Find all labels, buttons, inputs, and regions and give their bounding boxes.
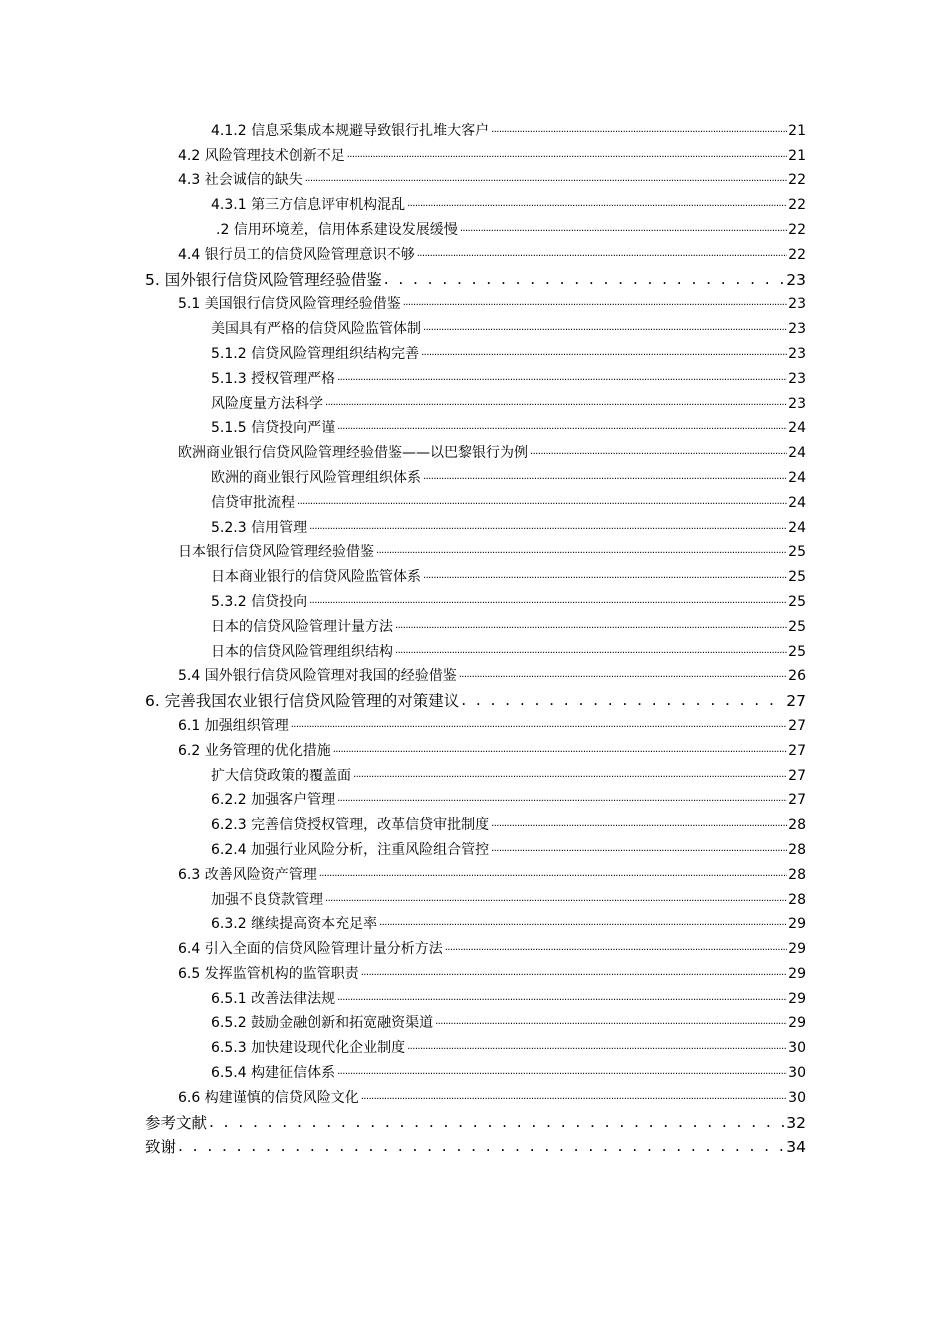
toc-dot-leader [459,667,787,685]
toc-page-number: 30 [788,1089,806,1106]
toc-entry-title: 6.5.4 构建征信体系 [211,1065,336,1082]
toc-entry-title: 6. 完善我国农业银行信贷风险管理的对策建议 [145,692,460,711]
toc-page-number: 25 [788,569,806,586]
toc-page-number: 29 [788,941,806,958]
toc-page-number: 23 [788,296,806,313]
toc-dot-leader [491,122,787,140]
toc-dot-leader [309,519,787,537]
toc-entry[interactable] [0,165,806,190]
toc-page-number: 25 [788,544,806,561]
toc-entry[interactable] [0,214,806,239]
toc-dot-leader [461,692,785,710]
toc-dot-leader [337,370,787,388]
toc-entry-title: 欧洲商业银行信贷风险管理经验借鉴——以巴黎银行为例 [178,445,528,462]
toc-entry[interactable] [0,338,806,363]
toc-entry[interactable] [0,512,806,537]
toc-entry[interactable] [0,1008,806,1033]
toc-entry[interactable] [0,859,806,884]
toc-entry[interactable] [0,1132,806,1157]
toc-entry-title: 6.2.3 完善信贷授权管理，改革信贷审批制度 [211,817,490,834]
toc-entry[interactable] [0,785,806,810]
toc-entry[interactable] [0,735,806,760]
toc-dot-leader [361,965,787,983]
toc-page-number: 28 [788,891,806,908]
toc-entry-title: 4.3.1 第三方信息评审机构混乱 [211,197,406,214]
toc-page-number: 23 [786,270,806,289]
toc-dot-leader [423,568,787,586]
toc-dot-leader [491,841,787,859]
toc-page-number: 30 [788,1065,806,1082]
toc-entry[interactable] [0,537,806,562]
toc-dot-leader [407,1039,787,1057]
toc-entry-title: 参考文献 [145,1113,208,1132]
toc-entry-title: 日本银行信贷风险管理经验借鉴 [178,544,374,561]
toc-entry-title: 5.1.3 授权管理严格 [211,370,336,387]
toc-dot-leader [319,866,787,884]
toc-entry-title: 扩大信贷政策的覆盖面 [211,767,351,784]
toc-entry-title: 4.1.2 信息采集成本规避导致银行扎堆大客户 [211,122,490,139]
toc-entry-title: 致谢 [145,1138,177,1157]
toc-dot-leader [407,196,787,214]
toc-entry[interactable] [0,760,806,785]
toc-entry-title: 4.3 社会诚信的缺失 [178,172,303,189]
toc-entry-title: 5.2.3 信用管理 [211,519,308,536]
toc-entry[interactable] [0,437,806,462]
toc-dot-leader [347,147,787,165]
toc-page-number: 24 [788,469,806,486]
toc-entry-title: 6.5.3 加快建设现代化企业制度 [211,1040,406,1057]
toc-dot-leader [417,246,787,264]
toc-entry-title: 6.6 构建谨慎的信贷风险文化 [178,1089,359,1106]
toc-dot-leader [337,791,787,809]
toc-page-number: 26 [788,668,806,685]
toc-dot-leader [209,1114,785,1132]
toc-entry-title: 4.2 风险管理技术创新不足 [178,147,345,164]
toc-entry[interactable] [0,884,806,909]
toc-page-number: 25 [788,593,806,610]
toc-dot-leader [435,1014,787,1032]
toc-dot-leader [403,295,787,313]
toc-page-number: 27 [786,692,806,711]
toc-page-number: 22 [788,221,806,238]
toc-dot-leader [178,1138,785,1156]
toc-entry-title: 美国具有严格的信贷风险监管体制 [211,321,421,338]
toc-entry[interactable] [0,189,806,214]
toc-entry-title: 6.5.2 鼓励金融创新和拓宽融资渠道 [211,1015,434,1032]
toc-dot-leader [361,1089,787,1107]
toc-entry-title: 4.4 银行员工的信贷风险管理意识不够 [178,246,415,263]
toc-entry-title: 日本商业银行的信贷风险监管体系 [211,569,421,586]
toc-page-number: 23 [788,395,806,412]
toc-page-number: 29 [788,965,806,982]
toc-entry-title: .2 信用环境差，信用体系建设发展缓慢 [216,221,458,238]
toc-entry[interactable] [0,363,806,388]
toc-dot-leader [325,395,787,413]
toc-page-number: 27 [788,792,806,809]
toc-entry-title: 5.3.2 信贷投向 [211,593,308,610]
toc-page-number: 29 [788,1015,806,1032]
toc-dot-leader [337,990,787,1008]
toc-entry[interactable] [0,809,806,834]
toc-entry[interactable] [0,661,806,686]
toc-entry[interactable] [0,487,806,512]
toc-dot-leader [376,543,787,561]
toc-page-number: 30 [788,1040,806,1057]
toc-entry[interactable] [0,289,806,314]
toc-entry[interactable] [0,239,806,264]
toc-entry-title: 6.2 业务管理的优化措施 [178,742,331,759]
toc-entry[interactable] [0,958,806,983]
toc-dot-leader [491,816,787,834]
toc-page-number: 29 [788,990,806,1007]
toc-entry-title: 6.1 加强组织管理 [178,717,289,734]
toc-entry[interactable] [0,1082,806,1107]
toc-entry[interactable] [0,611,806,636]
toc-dot-leader [423,320,787,338]
toc-page-number: 29 [788,916,806,933]
toc-page-number: 32 [786,1113,806,1132]
toc-dot-leader [530,444,787,462]
toc-entry-title: 6.5 发挥监管机构的监管职责 [178,965,359,982]
toc-dot-leader [309,593,787,611]
toc-entry[interactable] [0,685,806,710]
toc-page-number: 23 [788,345,806,362]
toc-entry[interactable] [0,1107,806,1132]
toc-entry[interactable] [0,413,806,438]
toc-dot-leader [325,891,787,909]
toc-page-number: 24 [788,420,806,437]
toc-entry[interactable] [0,933,806,958]
toc-dot-leader [445,940,787,958]
toc-entry[interactable] [0,462,806,487]
table-of-contents [0,115,950,1156]
toc-page-number: 27 [788,742,806,759]
toc-page-number: 27 [788,767,806,784]
toc-dot-leader [421,345,787,363]
toc-dot-leader [460,221,787,239]
toc-entry-title: 5.1 美国银行信贷风险管理经验借鉴 [178,296,401,313]
toc-entry-title: 5.1.5 信贷投向严谨 [211,420,336,437]
toc-page-number: 22 [788,172,806,189]
toc-dot-leader [395,643,787,661]
toc-dot-leader [395,618,787,636]
toc-entry[interactable] [0,710,806,735]
toc-page-number: 24 [788,445,806,462]
toc-entry[interactable] [0,586,806,611]
toc-page-number: 22 [788,246,806,263]
toc-entry[interactable] [0,1057,806,1082]
toc-dot-leader [291,717,787,735]
toc-page-number: 21 [788,122,806,139]
toc-page-number: 23 [788,370,806,387]
toc-page-number: 28 [788,866,806,883]
toc-entry-title: 6.5.1 改善法律法规 [211,990,336,1007]
toc-entry-title: 日本的信贷风险管理计量方法 [211,618,393,635]
toc-entry-title: 日本的信贷风险管理组织结构 [211,643,393,660]
toc-entry-title: 加强不良贷款管理 [211,891,323,908]
toc-page-number: 28 [788,841,806,858]
toc-entry-title: 风险度量方法科学 [211,395,323,412]
toc-entry[interactable] [0,983,806,1008]
toc-entry-title: 6.2.4 加强行业风险分析，注重风险组合管控 [211,841,490,858]
toc-entry-title: 6.3 改善风险资产管理 [178,866,317,883]
toc-page-number: 34 [786,1138,806,1157]
toc-page-number: 27 [788,717,806,734]
toc-page-number: 25 [788,643,806,660]
toc-entry[interactable] [0,909,806,934]
toc-entry[interactable] [0,834,806,859]
toc-page-number: 23 [788,321,806,338]
toc-page-number: 24 [788,494,806,511]
toc-entry-title: 6.2.2 加强客户管理 [211,792,336,809]
toc-entry[interactable] [0,264,806,289]
toc-dot-leader [333,742,787,760]
toc-entry-title: 欧洲的商业银行风险管理组织体系 [211,469,421,486]
toc-dot-leader [384,271,786,289]
toc-entry[interactable] [0,115,806,140]
toc-page-number: 28 [788,817,806,834]
toc-entry-title: 6.4 引入全面的信贷风险管理计量分析方法 [178,941,443,958]
toc-entry-title: 6.3.2 继续提高资本充足率 [211,916,378,933]
toc-entry-title: 5.1.2 信贷风险管理组织结构完善 [211,345,420,362]
toc-entry-title: 5.4 国外银行信贷风险管理对我国的经验借鉴 [178,668,457,685]
toc-entry[interactable] [0,388,806,413]
toc-entry[interactable] [0,636,806,661]
toc-dot-leader [305,171,787,189]
toc-page-number: 22 [788,197,806,214]
toc-page-number: 24 [788,519,806,536]
toc-entry[interactable] [0,1032,806,1057]
toc-dot-leader [337,1064,787,1082]
toc-page-number: 25 [788,618,806,635]
toc-dot-leader [353,767,787,785]
toc-page-number: 21 [788,147,806,164]
toc-entry[interactable] [0,561,806,586]
toc-entry-title: 信贷审批流程 [211,494,295,511]
toc-dot-leader [337,419,787,437]
toc-dot-leader [297,494,787,512]
toc-dot-leader [379,915,787,933]
toc-entry[interactable] [0,313,806,338]
toc-entry-title: 5. 国外银行信贷风险管理经验借鉴 [145,270,382,289]
toc-entry[interactable] [0,140,806,165]
toc-dot-leader [423,469,787,487]
